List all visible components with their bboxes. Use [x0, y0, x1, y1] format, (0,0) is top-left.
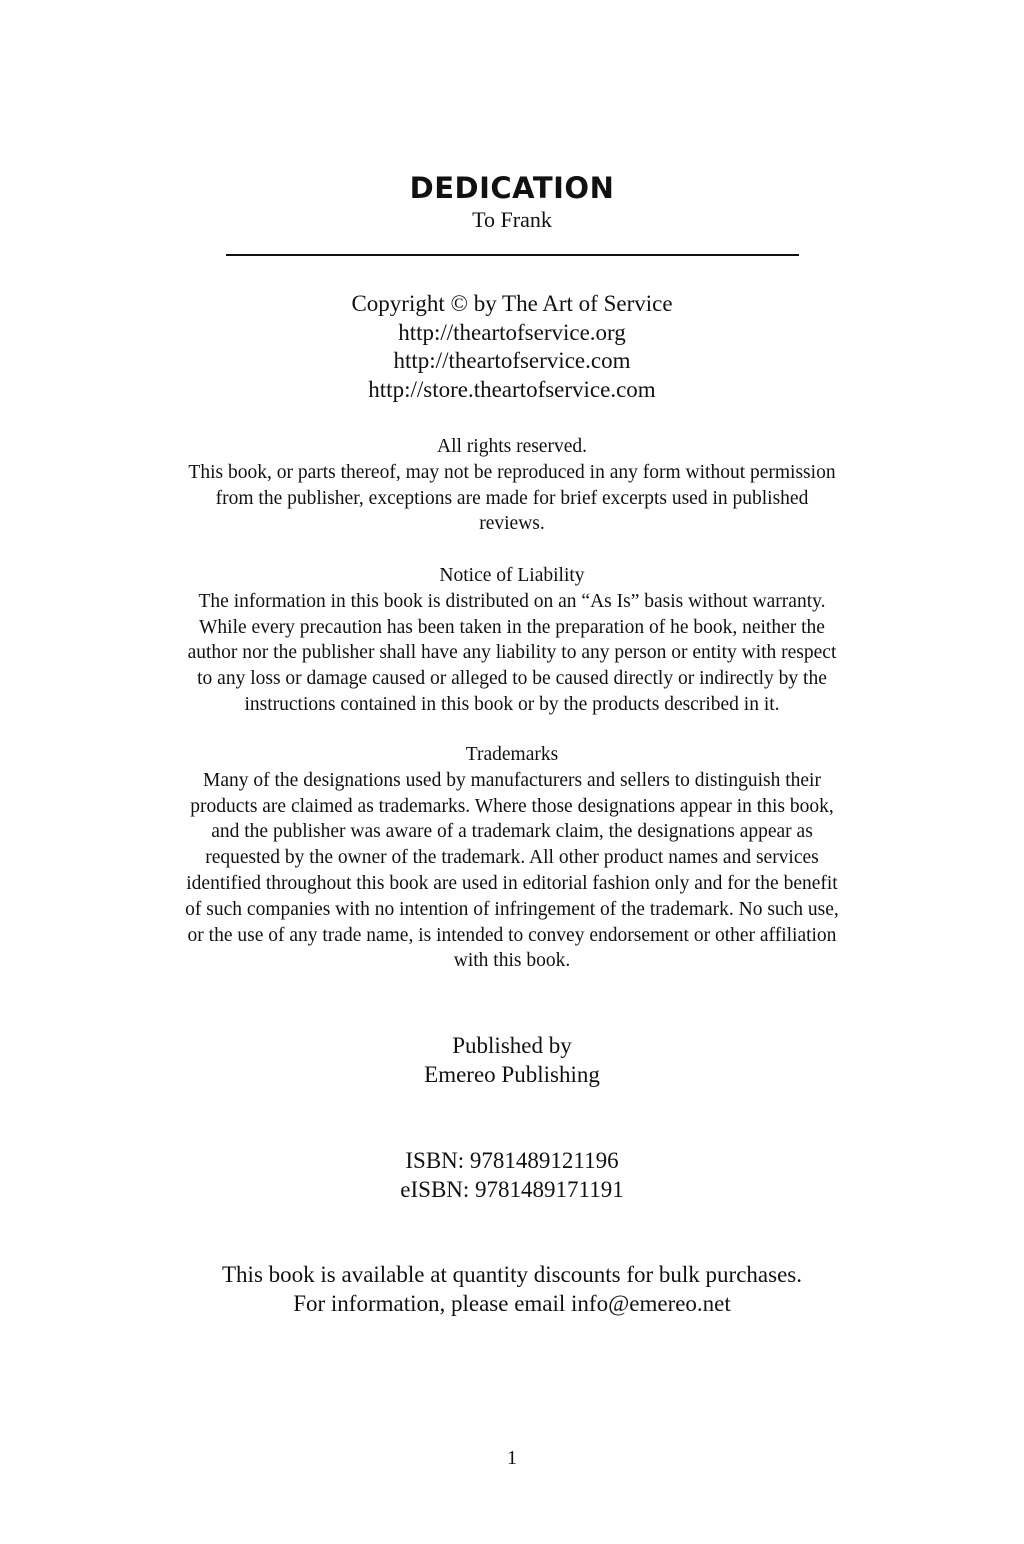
isbn: ISBN: 9781489121196: [405, 1148, 619, 1173]
publisher-label: Published by: [452, 1033, 572, 1058]
liability-text-line: While every precaution has been taken in the preparation of he book, neither the: [199, 616, 825, 638]
rights-heading: All rights reserved.: [436, 436, 587, 457]
liability-heading: Notice of Liability: [439, 565, 585, 586]
publisher-name: Emereo Publishing: [424, 1062, 600, 1087]
eisbn: eISBN: 9781489171191: [400, 1177, 624, 1202]
rights-text-line: from the publisher, exceptions are made for brief excerpts used in published: [215, 487, 809, 509]
liability-text-line: instructions contained in this book or by the products described in it.: [244, 693, 780, 715]
liability-section: [0, 563, 1024, 718]
trademarks-heading: Trademarks: [465, 744, 559, 765]
liability-text-line: author nor the publisher shall have any liability to any person or entity with respect: [187, 642, 837, 664]
bulk-purchase-line: This book is available at quantity discounts for bulk purchases.: [222, 1262, 802, 1287]
website-url-com: http://theartofservice.com: [393, 348, 631, 373]
trademarks-text-line: with this book.: [453, 950, 571, 972]
page-number: 1: [507, 1447, 517, 1469]
store-url: http://store.theartofservice.com: [368, 376, 656, 402]
liability-text-line: to any loss or damage caused or alleged to be caused directly or indirectly by the: [197, 668, 827, 690]
copyright-line: Copyright © by The Art of Service: [351, 291, 673, 316]
trademarks-text-line: products are claimed as trademarks. Where those designations appear in this book,: [190, 795, 834, 817]
trademarks-text-line: Many of the designations used by manufacturers and sellers to distinguish their: [203, 769, 821, 791]
trademarks-section: [0, 742, 1024, 974]
dedication-title: DEDICATION: [409, 171, 615, 205]
copyright-block: [0, 290, 1024, 404]
section-divider: [226, 254, 799, 256]
liability-text-line: The information in this book is distributed on an “As Is” basis without warranty.: [198, 590, 826, 612]
dedication-recipient: To Frank: [472, 207, 552, 232]
contact-email-line: For information, please email info@emereo.net: [293, 1291, 731, 1316]
trademarks-text-line: of such companies with no intention of infringement of the trademark. No such use,: [185, 898, 839, 920]
rights-section: [0, 434, 1024, 537]
trademarks-text-line: requested by the owner of the trademark. All other product names and services: [205, 847, 819, 869]
trademarks-text-line: or the use of any trade name, is intended to convey endorsement or other affiliation: [187, 924, 837, 946]
rights-text-line: reviews.: [479, 513, 545, 535]
bulk-purchase-notice: [0, 1260, 1024, 1318]
trademarks-text-line: and the publisher was aware of a trademark claim, the designations appear as: [211, 821, 813, 843]
trademarks-text-line: identified throughout this book are used in editorial fashion only and for the benefit: [186, 872, 838, 894]
rights-text-line: This book, or parts thereof, may not be reproduced in any form without permission: [188, 461, 836, 483]
publisher-block: [0, 1031, 1024, 1089]
website-url-org: http://theartofservice.org: [398, 319, 626, 345]
isbn-block: [0, 1146, 1024, 1204]
